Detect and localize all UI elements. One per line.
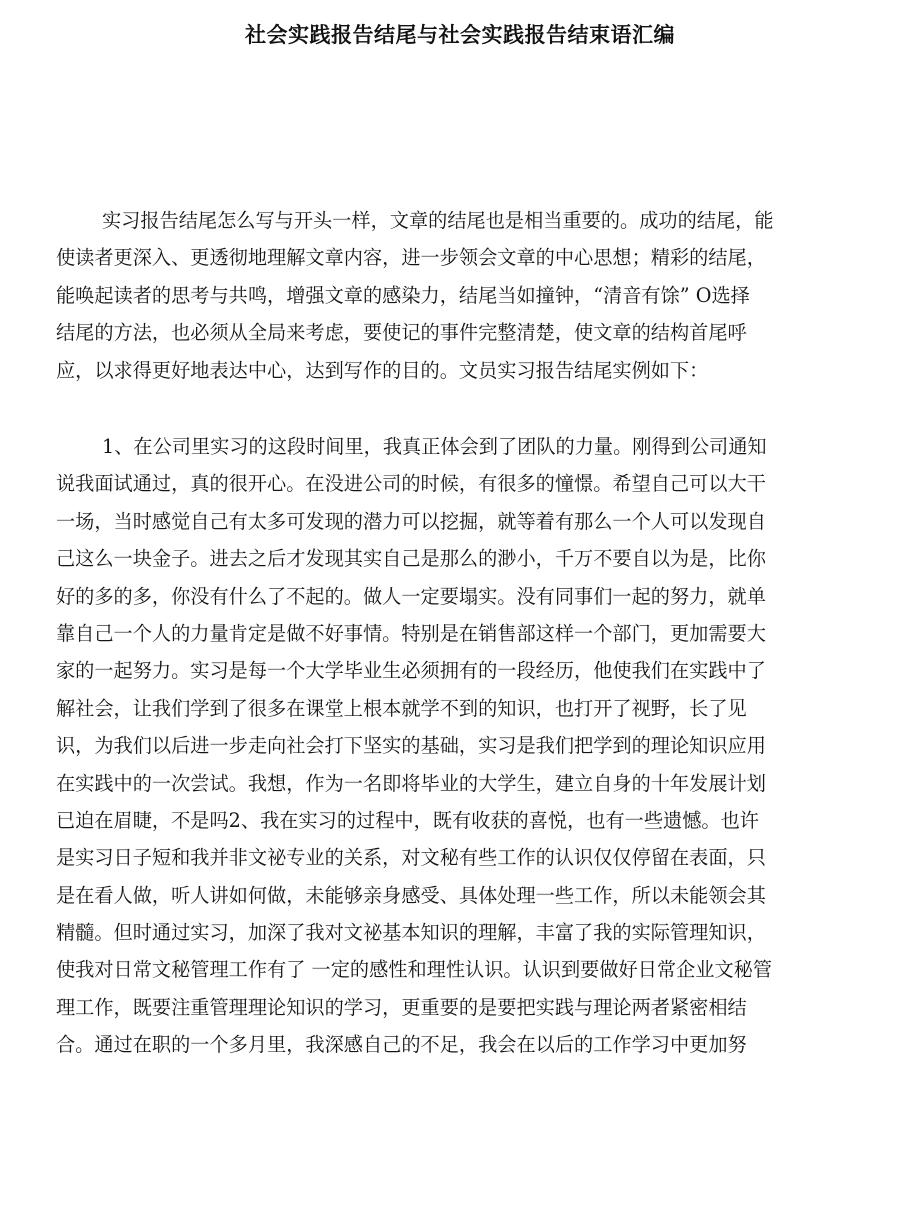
text-line: 理工作，既要注重管理理论知识的学习，更重要的是要把实践与理论两者紧密相结 <box>56 995 747 1019</box>
text-line: 是在看人做，听人讲如何做，未能够亲身感受、具体处理一些工作，所以未能领会其 <box>56 883 766 907</box>
text-line: 识，为我们以后进一步走向社会打下坚实的基础，实习是我们把学到的理论知识应用 <box>56 734 766 758</box>
text-line: 合。通过在职的一个多月里，我深感自己的不足，我会在以后的工作学习中更加努 <box>56 1033 747 1057</box>
text-line: 1、在公司里实习的这段时间里，我真正体会到了团队的力量。刚得到公司通知 <box>102 435 767 458</box>
text-line: 结尾的方法，也必须从全局来考虑，要使记的事件完整清楚，使文章的结构首尾呼 <box>56 321 747 345</box>
text-line: 家的一起努力。实习是每一个大学毕业生必须拥有的一段经历，他使我们在实践中了 <box>56 659 766 683</box>
text-line: 使读者更深入、更透彻地理解文章内容，进一步领会文章的中心思想；精彩的结尾， <box>56 246 766 270</box>
text-line: 在实践中的一次尝试。我想，作为一名即将毕业的大学生，建立自身的十年发展计划 <box>56 771 766 795</box>
text-line: 说我面试通过，真的很开心。在没进公司的时候，有很多的憧憬。希望自己可以大干 <box>56 472 766 496</box>
document-title: 社会实践报告结尾与社会实践报告结束语汇编 <box>245 23 675 47</box>
text-line: 应，以求得更好地表达中心，达到写作的目的。文员实习报告结尾实例如下： <box>56 358 709 382</box>
paragraph-example <box>56 428 808 1064</box>
text-line: 精髓。但时通过实习，加深了我对文祕基本知识的理解，丰富了我的实际管理知识， <box>56 921 766 945</box>
paragraph-intro <box>56 202 808 389</box>
text-line: 好的多的多，你没有什么了不起的。做人一定要塌实。没有同事们一起的努力，就单 <box>56 584 766 608</box>
text-line: 能唤起读者的思考与共鸣，增强文章的感染力，结尾当如撞钟，“清音有馀” O选择 <box>56 283 750 307</box>
text-line: 实习报告结尾怎么写与开头一样，文章的结尾也是相当重要的。成功的结尾，能 <box>102 209 774 232</box>
text-line: 使我对日常文秘管理工作有了 一定的感性和理性认识。认识到要做好日常企业文秘管 <box>56 958 773 982</box>
text-line: 一场，当时感觉自己有太多可发现的潜力可以挖掘，就等着有那么一个人可以发现自 <box>56 509 766 533</box>
text-line: 是实习日子短和我并非文祕专业的关系，对文秘有些工作的认识仅仅停留在表面，只 <box>56 846 766 870</box>
text-line: 己这么一块金子。进去之后才发现其实自己是那么的渺小，千万不要自以为是，比你 <box>56 547 766 571</box>
text-line: 靠自己一个人的力量肯定是做不好事情。特别是在销售部这样一个部门，更加需要大 <box>56 621 766 645</box>
text-line: 解社会，让我们学到了很多在课堂上根本就学不到的知识，也打开了视野，长了见 <box>56 696 747 720</box>
text-line: 已迫在眉睫，不是吗2、我在实习的过程中，既有收获的喜悦，也有一些遗憾。也许 <box>56 808 759 832</box>
